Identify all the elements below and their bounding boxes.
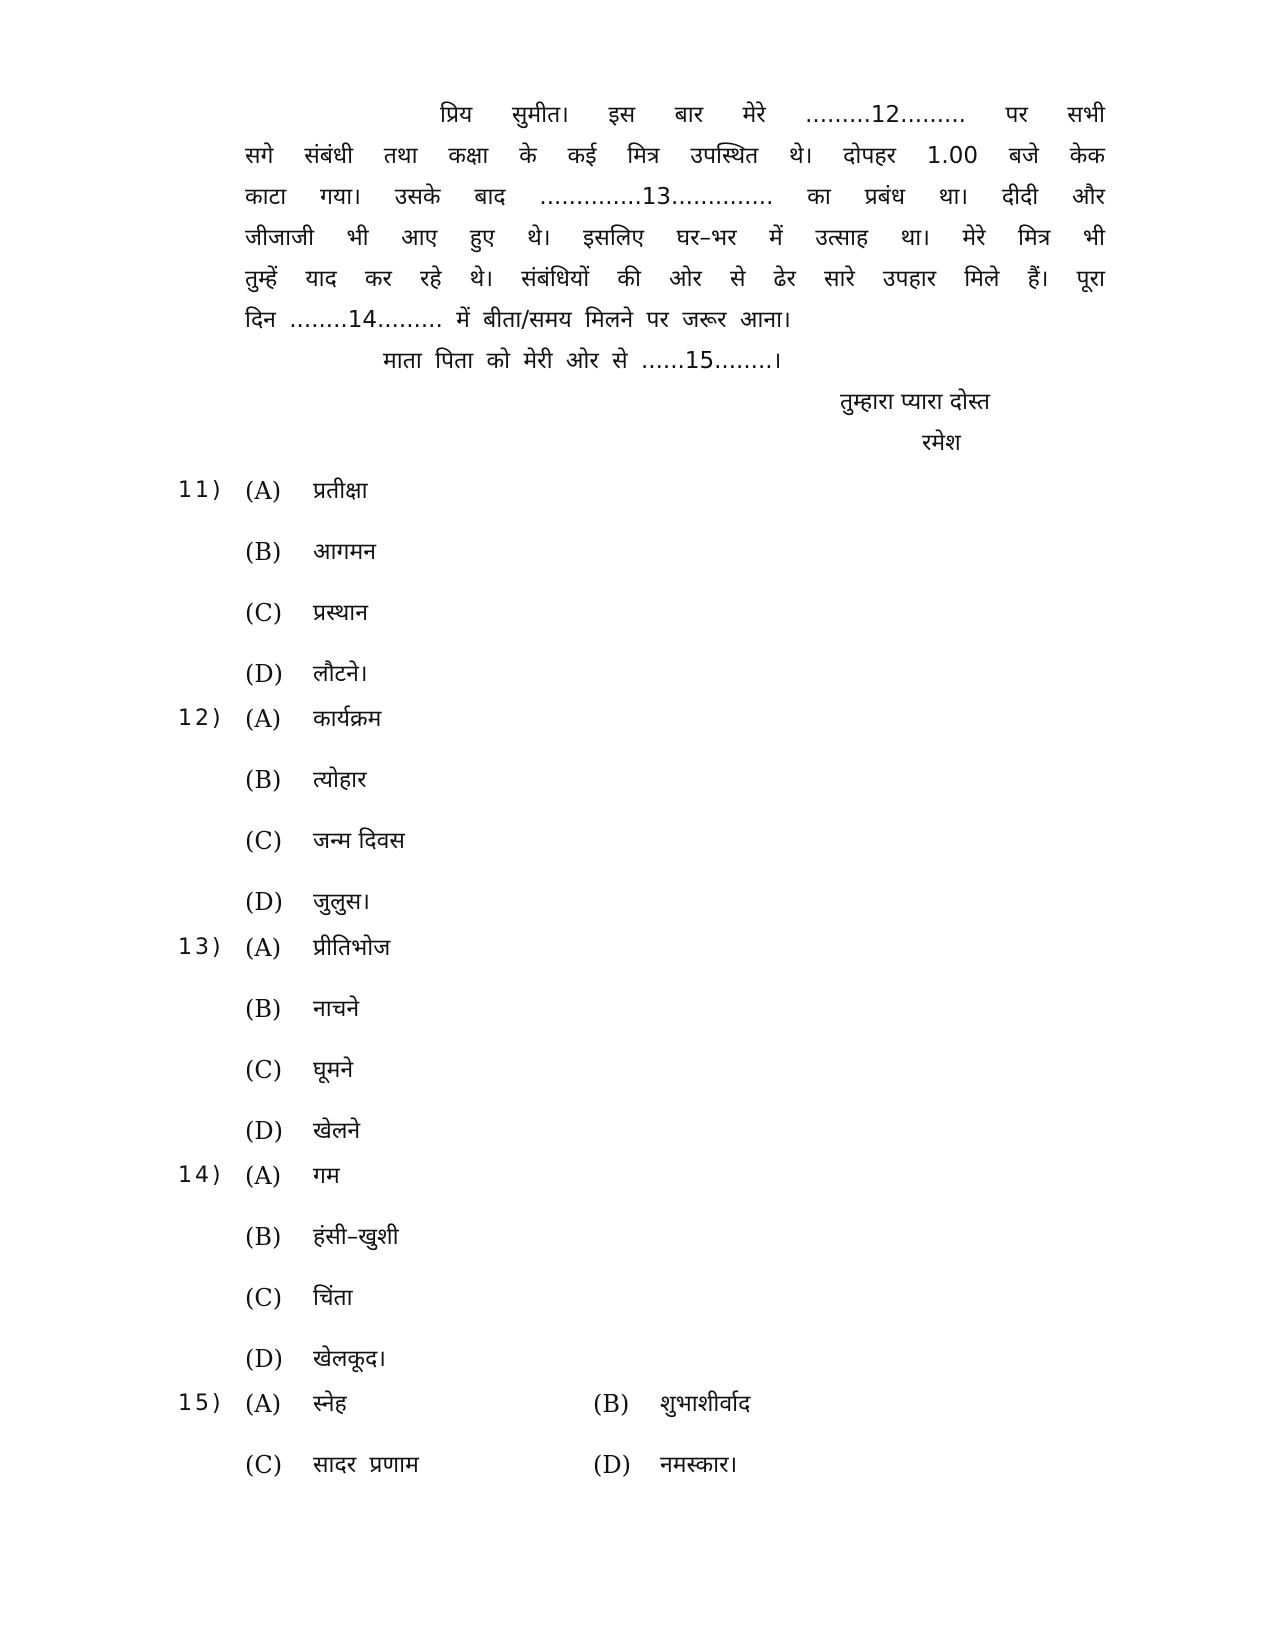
option-text-13-b: नाचने xyxy=(313,996,360,1022)
option-text-12-c: जन्म दिवस xyxy=(313,828,405,854)
option-text-11-b: आगमन xyxy=(313,539,376,565)
letter-signature: रमेश xyxy=(922,430,961,456)
letter-line-6: दिन ........14......... में बीता/समय मिलने पर जरूर आना। xyxy=(245,307,791,333)
option-letter-11-a: (A) xyxy=(245,477,282,505)
option-letter-14-d: (D) xyxy=(245,1345,283,1373)
option-letter-14-c: (C) xyxy=(245,1284,283,1312)
letter-line-7: माता पिता को मेरी ओर से ......15........। xyxy=(383,348,782,374)
option-letter-14-b: (B) xyxy=(245,1223,282,1251)
option-text-15-d: नमस्कार। xyxy=(660,1452,738,1478)
option-letter-15-b: (B) xyxy=(593,1390,630,1418)
option-text-11-a: प्रतीक्षा xyxy=(313,478,368,504)
option-letter-11-d: (D) xyxy=(245,660,283,688)
option-text-13-d: खेलने xyxy=(313,1118,361,1144)
option-text-14-c: चिंता xyxy=(313,1285,353,1311)
question-number-11: 11) xyxy=(178,478,224,503)
letter-closing: तुम्हारा प्यारा दोस्त xyxy=(840,389,991,415)
question-number-12: 12) xyxy=(178,706,224,731)
option-letter-14-a: (A) xyxy=(245,1162,282,1190)
option-text-15-b: शुभाशीर्वाद xyxy=(660,1391,751,1417)
option-letter-15-c: (C) xyxy=(245,1451,283,1479)
option-text-13-c: घूमने xyxy=(313,1057,354,1083)
option-letter-13-d: (D) xyxy=(245,1117,283,1145)
option-text-11-c: प्रस्थान xyxy=(313,600,368,626)
letter-line-5: तुम्हें याद कर रहे थे। संबंधियों की ओर से ढेर सारे उपहार मिले हैं। पूरा xyxy=(245,266,1105,292)
question-number-13: 13) xyxy=(178,935,224,960)
option-text-11-d: लौटने। xyxy=(313,661,368,687)
option-text-12-d: जुलुस। xyxy=(313,889,370,915)
option-letter-13-a: (A) xyxy=(245,934,282,962)
option-letter-12-c: (C) xyxy=(245,827,283,855)
option-text-14-a: गम xyxy=(313,1163,340,1189)
letter-line-3: काटा गया। उसके बाद ..............13.............. का प्रबंध था। दीदी और xyxy=(245,184,1105,210)
option-text-14-d: खेलकूद। xyxy=(313,1346,387,1372)
question-number-14: 14) xyxy=(178,1163,224,1188)
option-letter-11-b: (B) xyxy=(245,538,282,566)
letter-line-4: जीजाजी भी आए हुए थे। इसलिए घर–भर में उत्साह था। मेरे मित्र भी xyxy=(245,225,1105,251)
option-letter-15-a: (A) xyxy=(245,1390,282,1418)
option-letter-15-d: (D) xyxy=(593,1451,631,1479)
option-letter-12-d: (D) xyxy=(245,888,283,916)
option-text-15-c: सादर प्रणाम xyxy=(313,1452,419,1478)
option-text-14-b: हंसी–खुशी xyxy=(313,1224,399,1250)
option-text-12-b: त्योहार xyxy=(313,767,367,793)
option-text-15-a: स्नेह xyxy=(313,1391,347,1417)
letter-line-2: सगे संबंधी तथा कक्षा के कई मित्र उपस्थित थे। दोपहर 1.00 बजे केक xyxy=(245,143,1105,169)
letter-line-1: प्रिय सुमीत। इस बार मेरे .........12......... पर सभी xyxy=(440,102,1105,128)
option-letter-11-c: (C) xyxy=(245,599,283,627)
option-letter-13-b: (B) xyxy=(245,995,282,1023)
option-letter-12-b: (B) xyxy=(245,766,282,794)
option-letter-12-a: (A) xyxy=(245,705,282,733)
question-number-15: 15) xyxy=(178,1391,224,1416)
option-letter-13-c: (C) xyxy=(245,1056,283,1084)
option-text-13-a: प्रीतिभोज xyxy=(313,935,391,961)
option-text-12-a: कार्यक्रम xyxy=(313,706,382,732)
